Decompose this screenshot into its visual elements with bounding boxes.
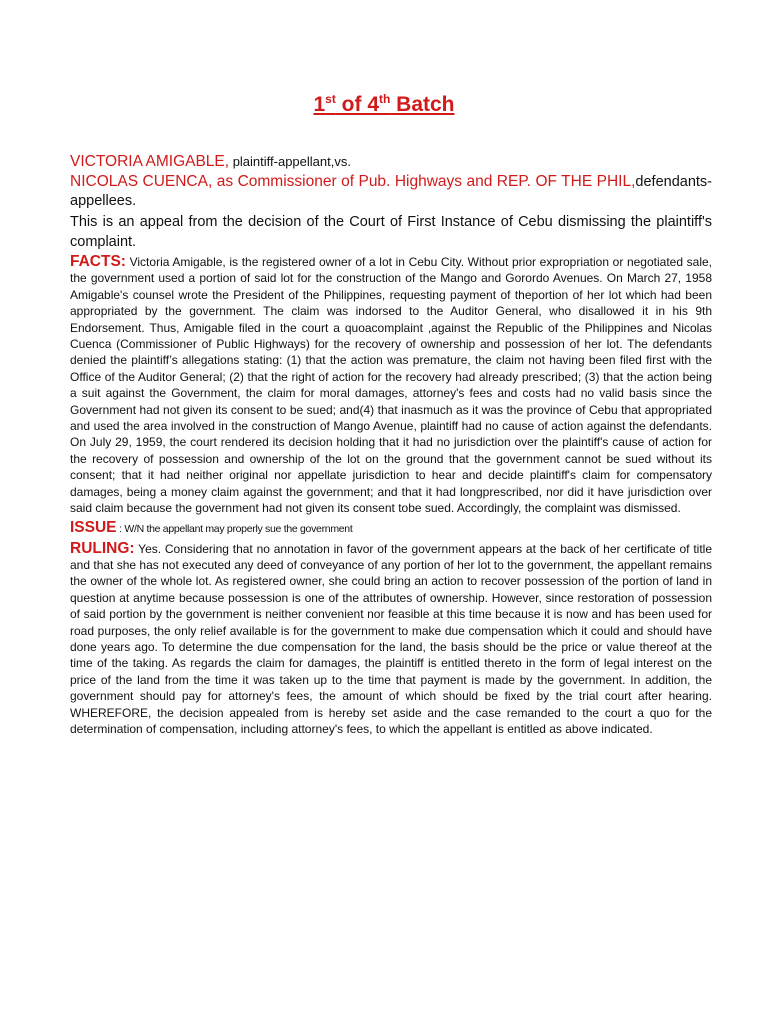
- document-title: [0, 92, 768, 117]
- title-sup-2: th: [379, 92, 391, 106]
- ruling-heading: RULING:: [70, 539, 135, 557]
- defendant-name: NICOLAS CUENCA, as Commissioner of Pub. Highways and REP. OF THE PHIL,: [70, 173, 636, 190]
- case-intro: This is an appeal from the decision of the Court of First Instance of Cebu dismissing the plaintiff's complaint.: [70, 214, 712, 250]
- title-part-1: 1: [313, 93, 326, 116]
- issue-section: [70, 519, 712, 538]
- title-sup-1: st: [325, 92, 336, 106]
- ruling-section: [70, 541, 712, 738]
- facts-section: [70, 254, 712, 517]
- facts-text: Victoria Amigable, is the registered owner of a lot in Cebu City. Without prior expropriation or negotiated sale, the government used a portion of said lot for the construction of the Mango and Gorordo Avenues. On March 27, 1958 Amigable's counsel wrote the President of the Philippines, requesting payment of theportion of her lot which had been appropriated by the government. The claim was indorsed to the Auditor General, who disallowed it in his 9th Endorsement. Thus, Amigable filed in the court a quoacomplaint ,against the Republic of the Philippines and Nicolas Cuenca (Commissioner of Public Highways) for the recovery of ownership and possession of her lot. The defendants denied the plaintiff’s allegations stating: (1) that the action was premature, the claim not having been filed first with the Office of the Auditor General; (2) that the right of action for the recovery had already prescribed; (3) that the action being a suit against the Government, the claim for moral damages, attorney's fees and costs had no valid basis since the Government had not given its consent to be sued; and(4) that inasmuch as it was the province of Cebu that appropriated and used the area involved in the construction of Mango Avenue, plaintiff had no cause of action against the defendants. On July 29, 1959, the court rendered its decision holding that it had no jurisdiction over the plaintiff's cause of action for the recovery of possession and ownership of the lot on the ground that the government cannot be sued without its consent; that it had neither original nor appellate jurisdiction to hear and decide plaintiff's claim for compensatory damages, being a money claim against the government; and that it had longprescribed, nor did it have jurisdiction over said claim because the government had not given its consent tobe sued. Accordingly, the complaint was dismissed.: [70, 255, 712, 516]
- plaintiff-role: plaintiff-appellant,vs.: [229, 154, 351, 169]
- document-body: [70, 152, 712, 737]
- issue-heading: ISSUE: [70, 518, 117, 536]
- plaintiff-name: VICTORIA AMIGABLE,: [70, 153, 230, 170]
- title-part-3: Batch: [390, 93, 455, 116]
- facts-heading: FACTS:: [70, 253, 126, 270]
- ruling-text: Yes. Considering that no annotation in favor of the government appears at the back of her certificate of title and that she has not executed any deed of conveyance of any portion of her lot to the government, the appellant remains the owner of the whole lot. As registered owner, she could bring an action to recover possession of the portion of land in question at anytime because possession is one of the attributes of ownership. However, since restoration of possession of said portion by the government is neither convenient nor feasible at this time because it is now and has been used for road purposes, the only relief available is for the government to make due compensation which it could and should have done years ago. To determine the due compensation for the land, the basis should be the price or value thereof at the time of the taking. As regards the claim for damages, the plaintiff is entitled thereto in the form of legal interest on the price of the land from the time it was taken up to the time that payment is made by the government. In addition, the government should pay for attorney's fees, the amount of which should be fixed by the trial court after hearing. WHEREFORE, the decision appealed from is hereby set aside and the case remanded to the court a quo for the determination of compensation, including attorney's fees, to which the appellant is entitled as above indicated.: [70, 541, 712, 736]
- defendant-role: defendants-appellees.: [70, 174, 712, 209]
- issue-text: : W/N the appellant may properly sue the government: [116, 522, 353, 535]
- title-part-2: of 4: [335, 93, 379, 116]
- case-parties: [70, 152, 712, 211]
